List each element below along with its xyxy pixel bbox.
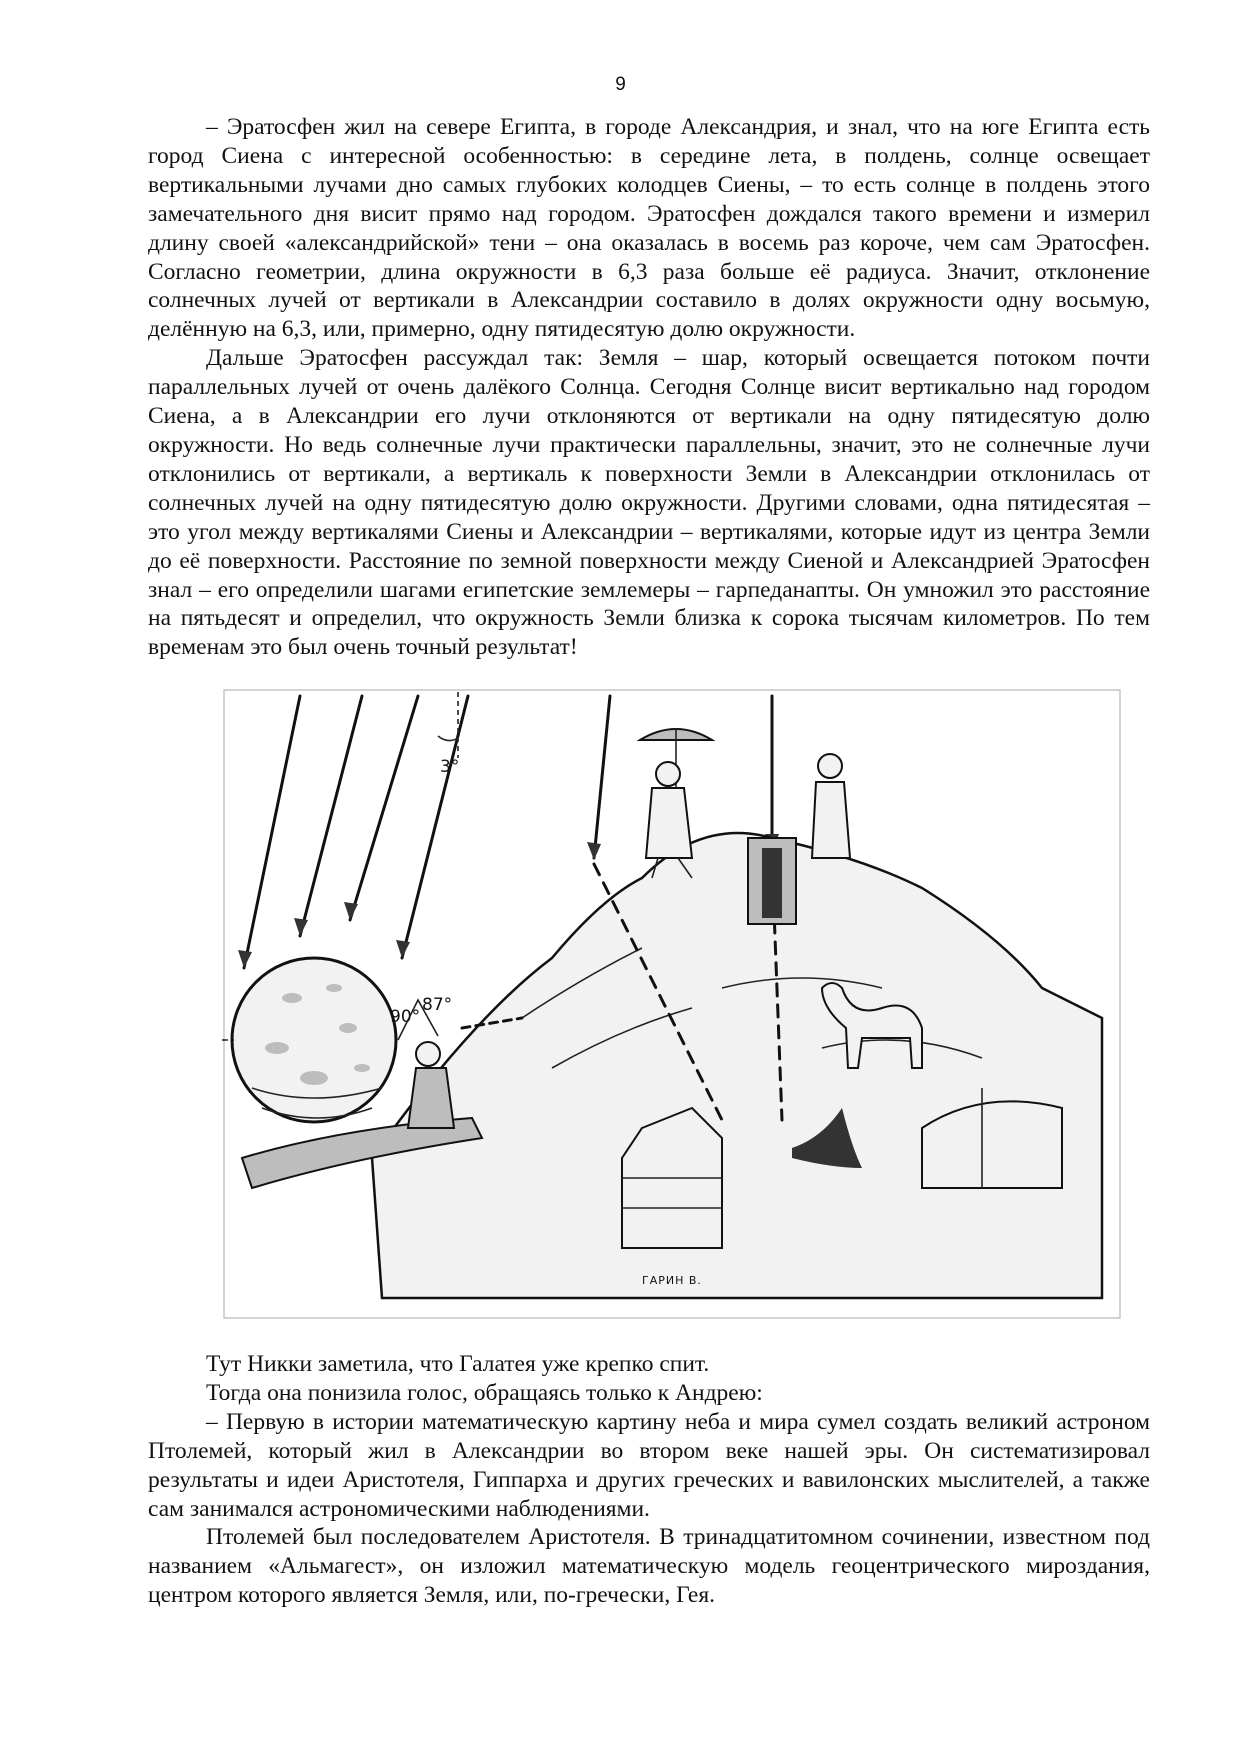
figure-sitting [408, 1042, 454, 1128]
globe [222, 958, 396, 1122]
paragraph-eratosthenes-intro: – Эратосфен жил на севере Египта, в городе Александрия, и знал, что на юге Египта есть город Сиена с интересной особенностью: в середине лета, в полдень, солнце освещает вертикальными лучами дно самых глубоких колодцев Сиены, – то есть солнце в полдень этого замечательного дня висит прямо над городом. Эратосфен дождался такого времени и измерил длину своей «александрийской» тени – она оказалась в восемь раз короче, чем сам Эратосфен. Согласно геометрии, длина окружности в 6,3 раза больше её радиуса. Значит, отклонение солнечных лучей от вертикали в Александрии составило в долях окружности одну восьмую, делённую на 6,3, или, примерно, одну пятидесятую долю окружности. [148, 114, 1150, 343]
paragraph-eratosthenes-reasoning: Дальше Эратосфен рассуждал так: Земля – шар, который освещается потоком почти параллельных лучей от очень далёкого Солнца. Сегодня Солнце висит вертикально над городом Сиена, а в Александрии его лучи отклоняются от вертикали на одну пятидесятую долю окружности. Но ведь солнечные лучи практически параллельны, значит, это не солнечные лучи отклонились от вертикали, а вертикаль к поверхности Земли в Александрии отклонилась от солнечных лучей на одну пятидесятую долю окружности. Другими словами, одна пятидесятая – это угол между вертикалями Сиены и Александрии – вертикалями, которые идут из центра Земли до её поверхности. Расстояние по земной поверхности между Сиеной и Александрией Эратосфен знал – его определили шагами египетские землемеры – гарпеданапты. Он умножил это расстояние на пятьдесят и определил, что окружность Земли близка к сорока тысячам километров. По тем временам это был очень точный результат! [148, 345, 1150, 661]
eratosthenes-illustration [222, 688, 1122, 1320]
illustration-drawing [222, 688, 1122, 1320]
well [748, 838, 796, 924]
paragraph-nikki: Тут Никки заметила, что Галатея уже крепко спит. [206, 1351, 710, 1377]
artist-signature: ГАРИН В. [642, 1274, 702, 1287]
angle-label-90: 90° [390, 1007, 421, 1027]
angle-label-3: 3° [440, 757, 460, 777]
figure-at-well [812, 754, 850, 858]
paragraph-ptolemy: – Первую в истории математическую картину неба и мира сумел создать великий астроном Птолемей, который жил в Александрии во втором веке нашей эры. Он систематизировал результаты и идеи Аристотеля, Гиппарха и других греческих и вавилонских мыслителей, а также сам занимался астрономическими наблюдениями. [148, 1408, 1150, 1522]
main-text-top [148, 113, 1150, 662]
paragraph-lowered-voice: Тогда она понизила голос, обращаясь только к Андрею: [206, 1379, 763, 1406]
paragraph-almagest: Птолемей был последователем Аристотеля. В тринадцатитомном сочинении, известном под названием «Альмагест», он изложил математическую модель геоцентрического мироздания, центром которого является Земля, или, по-гречески, Гея. [148, 1524, 1150, 1609]
angle-label-87: 87° [422, 995, 453, 1015]
main-text-bottom [148, 1350, 1150, 1610]
angle-marker-3-degrees [438, 692, 459, 777]
page-number: 9 [615, 74, 626, 95]
